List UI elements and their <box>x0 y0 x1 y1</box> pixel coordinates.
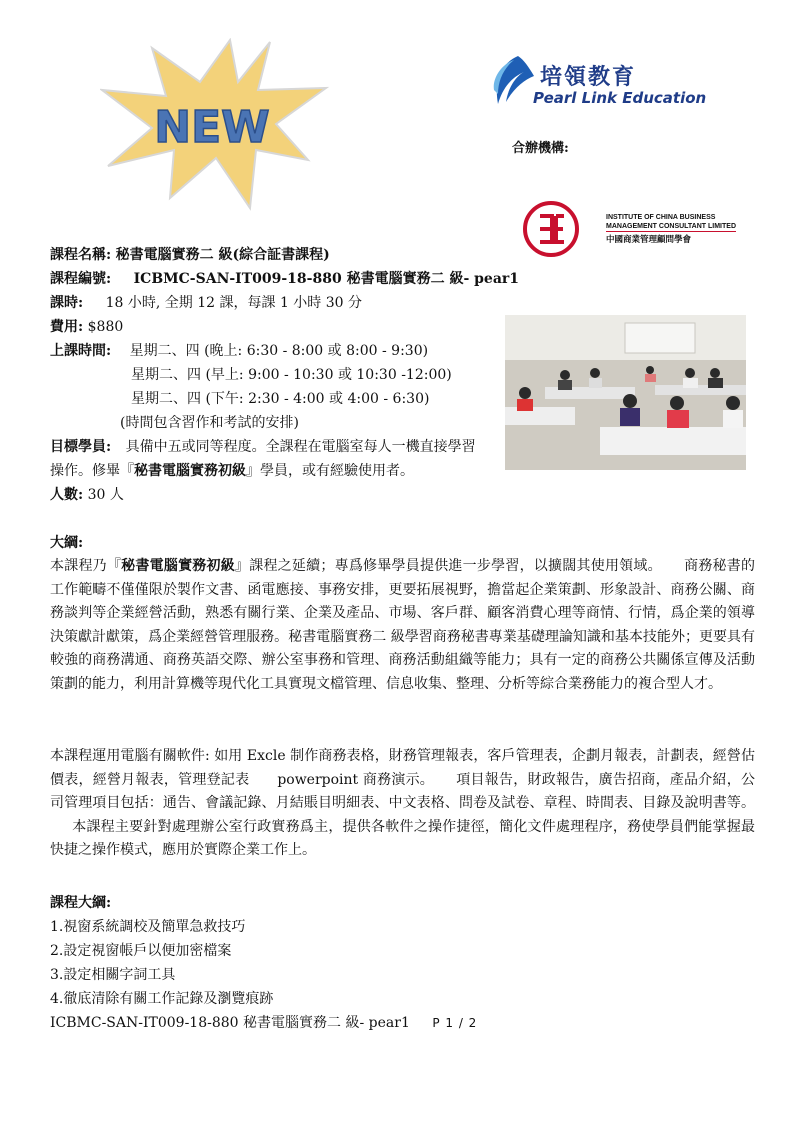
outline-p1-course: 秘書電腦實務初級 <box>121 558 235 574</box>
outline-p2-d: 本課程主要針對處理辦公室行政實務爲主，提供各軟件之操作捷徑，簡化文件處理程序，務使學員們能掌握最快捷之操作模式，應用於實際企業工作上。 <box>50 818 755 858</box>
schedule-label: 上課時間: <box>50 343 112 359</box>
footer <box>50 1013 477 1033</box>
course-hours-label: 課時: <box>50 295 84 311</box>
target-line-2-post: 』學員，或有經驗使用者。 <box>246 463 414 479</box>
course-hours-row <box>50 293 362 313</box>
schedule-slot-1: 星期二、四 (晚上: 6:30 - 8:00 或 8:00 - 9:30) <box>129 343 429 359</box>
course-name-label: 課程名稱: <box>50 247 112 263</box>
classroom-photo <box>505 315 746 470</box>
outline-p2-c: 項目報告，財政報告，廣告招商，產品介紹，公司管理項目包括：通告、會議記錄、月結賬目明細表、中文表格、問卷及試卷、章程、時間表、目錄及說明書等。 <box>50 771 756 811</box>
syllabus-item-4: 4.徹底清除有關工作記錄及瀏覽痕跡 <box>50 991 274 1007</box>
target-row-2 <box>50 461 414 481</box>
target-line-2-course: 秘書電腦實務初級 <box>134 463 246 479</box>
schedule-row-1 <box>50 341 428 361</box>
target-label: 目標學員: <box>50 439 112 455</box>
course-name-value: 秘書電腦實務二 級(綜合証書課程) <box>115 247 330 263</box>
target-line-1: 具備中五或同等程度。全課程在電腦室每人一機直接學習 <box>125 439 476 455</box>
outline-paragraph-1 <box>50 555 755 696</box>
course-code-value: ICBMC-SAN-IT009-18-880 秘書電腦實務二 級- pear1 <box>133 271 520 287</box>
course-hours-value: 18 小時, 全期 12 課，每課 1 小時 30 分 <box>105 295 363 311</box>
outline-p2-b: powerpoint 商務演示。 <box>277 771 435 788</box>
syllabus-item-1: 1.視窗系統調校及簡單急救技巧 <box>50 919 246 935</box>
outline-p2-a: 本課程運用電腦有關軟件: 如用 Excle 制作商務表格，財務管理報表，客戶管理表，企劃月報表，計劃表，經營估價表，經營月報表，管理登記表 <box>50 748 755 788</box>
schedule-slot-2: 星期二、四 (早上: 9:00 - 10:30 或 10:30 -12:00) <box>131 367 452 383</box>
outline-p1-post: 』課程之延續；專爲修畢學員提供進一步學習，以擴闊其使用領域。 <box>235 558 662 574</box>
org-name-chinese: 培領教育 <box>540 65 637 90</box>
class-size-value: 30 人 <box>87 487 124 503</box>
institute-name-en-1: INSTITUTE OF CHINA BUSINESS <box>606 214 716 221</box>
outline-p1-pre: 本課程乃『 <box>50 558 122 574</box>
class-size-label: 人數: <box>50 487 84 503</box>
co-organizer-label: 合辦機構: <box>512 141 569 156</box>
outline-paragraph-2 <box>50 745 755 863</box>
course-code-label: 課程編號: <box>50 271 112 287</box>
outline-p1-rest: 商務秘書的工作範疇不僅僅限於製作文書、函電應接、事務安排，更要拓展視野，擔當起企業策劃、形象設計、商務公關、商務談判等企業經營活動，熟悉有關行業、企業及產品、市場、客戶群、顧客消費心理等商情、行情，爲企業的領導決策獻計獻策，爲企業經營管理服務。秘書電腦實務二 級學習商務秘書專業基礎理論知識和基本技能外；更要具有較強的商務溝通、商務英語交際、辦公室事務和管理、商務活動組織等能力；具有一定的商務公共關係宣傳及活動策劃的能力，利用計算機等現代化工具實現文檔管理、信息收集、整理、分析等綜合業務能力的複合型人才。 <box>50 558 756 692</box>
schedule-note: (時間包含習作和考試的安排) <box>120 415 299 431</box>
institute-name-cn: 中國商業管理顧問學會 <box>606 235 692 245</box>
institute-logo-icon <box>522 200 580 258</box>
course-code-row <box>50 269 519 289</box>
target-row-1 <box>50 437 476 457</box>
course-fee-value: $880 <box>87 319 124 335</box>
outline-heading: 大綱: <box>50 535 84 551</box>
target-line-2-pre: 操作。修畢『 <box>50 463 134 479</box>
schedule-slot-3: 星期二、四 (下午: 2:30 - 4:00 或 4:00 - 6:30) <box>131 391 430 407</box>
class-size-row <box>50 485 124 505</box>
page-number: P 1 / 2 <box>432 1016 478 1030</box>
syllabus-item-2: 2.設定視窗帳戶以便加密檔案 <box>50 943 232 959</box>
syllabus-heading: 課程大綱: <box>50 895 112 911</box>
footer-course-code: ICBMC-SAN-IT009-18-880 秘書電腦實務二 級- pear1 <box>50 1015 410 1031</box>
institute-name-en-2: MANAGEMENT CONSULTANT LIMITED <box>606 223 737 230</box>
pearl-link-logo-icon <box>488 54 536 110</box>
org-name-english: Pearl Link Education <box>533 89 707 107</box>
syllabus-item-3: 3.設定相關字詞工具 <box>50 967 176 983</box>
new-badge-text: NEW <box>154 102 270 153</box>
course-fee-label: 費用: <box>50 319 84 335</box>
new-starburst-badge <box>100 38 330 213</box>
course-name-row <box>50 245 330 265</box>
course-fee-row <box>50 317 123 337</box>
